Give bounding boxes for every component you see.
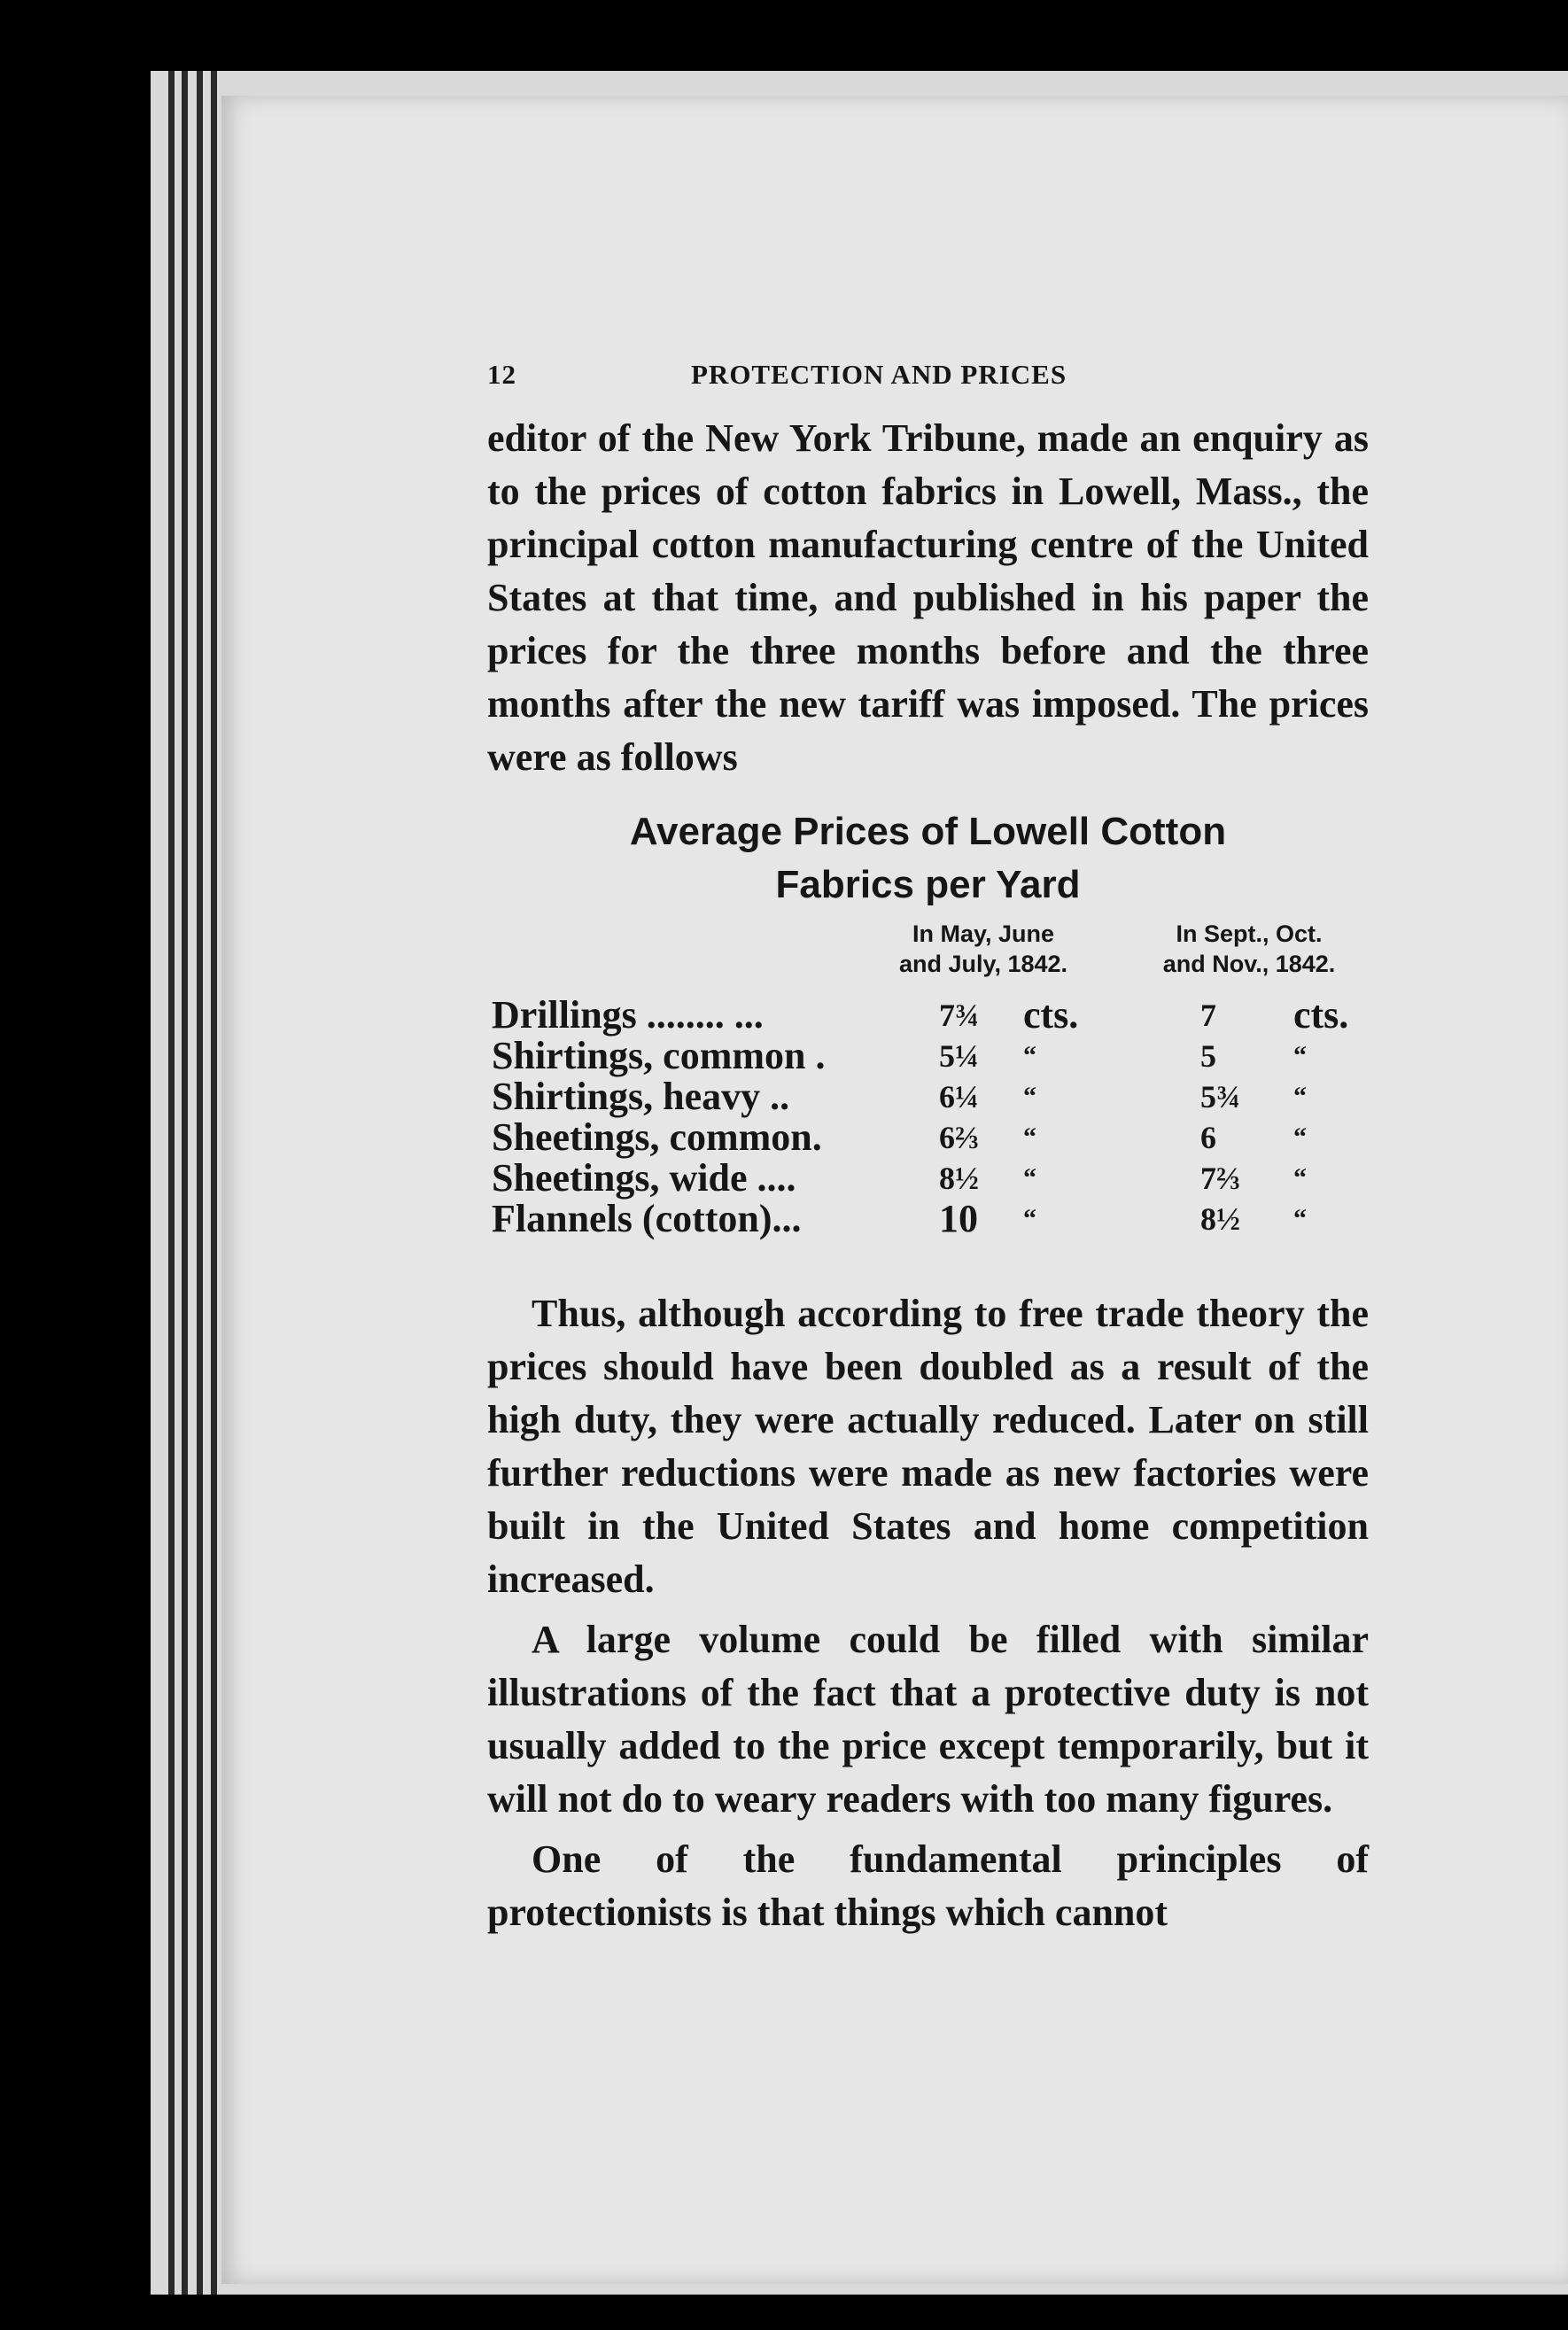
fabric-label: Sheetings, common. — [492, 1115, 822, 1159]
fabric-label: Flannels (cotton)... — [492, 1197, 802, 1240]
ditto-mark: “ — [1293, 1041, 1307, 1070]
table-row — [492, 1076, 1378, 1117]
ditto-mark: “ — [1023, 1204, 1036, 1233]
fabric-label: Drillings ........ ... — [492, 993, 764, 1037]
price-after: 5 — [1200, 1038, 1216, 1074]
ditto-mark: “ — [1293, 1082, 1307, 1111]
column-header-after — [1121, 919, 1378, 979]
price-after: 6 — [1200, 1120, 1216, 1155]
column-header-line: and July, 1842. — [898, 951, 1068, 977]
paragraph-fundamental: One of the fundamental principles of protectionists is that things which cannot — [487, 1837, 1369, 1934]
page-edge-line — [197, 71, 203, 2295]
price-after: 5¾ — [1200, 1079, 1240, 1115]
column-header-line: In Sept., Oct. — [1176, 920, 1323, 947]
price-after: 8½ — [1200, 1201, 1240, 1237]
price-after: 7⅔ — [1200, 1161, 1240, 1196]
table-row — [492, 1158, 1378, 1199]
running-header — [487, 350, 1369, 412]
page-number: 12 — [487, 359, 516, 390]
paragraph-volume: A large volume could be filled with similar illustrations of the fact that a protective duty is not usually added to the price except temporarily, but it will not do to weary readers with too many figures. — [487, 1618, 1369, 1821]
column-header-line: and Nov., 1842. — [1162, 951, 1336, 977]
ditto-mark: “ — [1293, 1122, 1307, 1152]
table-row — [492, 1036, 1378, 1076]
price-before: 6⅔ — [939, 1120, 979, 1155]
price-before: 10 — [939, 1197, 978, 1240]
price-before: 8½ — [939, 1161, 979, 1196]
ditto-mark: “ — [1293, 1204, 1307, 1233]
fabric-label: Shirtings, common . — [492, 1034, 826, 1077]
page-content — [487, 350, 1369, 1939]
ditto-mark: “ — [1023, 1041, 1036, 1070]
price-before: 6¼ — [939, 1079, 979, 1115]
table-row — [492, 995, 1378, 1036]
column-header-line: In May, June — [912, 920, 1055, 947]
price-after: 7 — [1200, 998, 1216, 1033]
fabric-label: Sheetings, wide .... — [492, 1156, 796, 1200]
table-title-line: Fabrics per Yard — [775, 863, 1081, 906]
ditto-mark: “ — [1023, 1082, 1036, 1111]
unit-after: cts. — [1293, 993, 1349, 1037]
table-title — [487, 805, 1369, 912]
running-title: PROTECTION AND PRICES — [691, 359, 1067, 390]
price-before: 5¼ — [939, 1038, 979, 1074]
ditto-mark: “ — [1293, 1163, 1307, 1192]
table-row — [492, 1199, 1378, 1239]
page-edge-line — [168, 71, 175, 2295]
ditto-mark: “ — [1023, 1122, 1036, 1152]
price-before: 7¾ — [939, 998, 979, 1033]
page-edge-line — [211, 71, 217, 2295]
table-title-line: Average Prices of Lowell Cotton — [629, 810, 1227, 853]
unit-before: cts. — [1023, 993, 1079, 1037]
fabric-label: Shirtings, heavy .. — [492, 1075, 790, 1118]
table-row — [492, 1117, 1378, 1158]
paragraph-after-table: Thus, although according to free trade theory the prices should have been doubled as a result of the high duty, they were actually reduced. Later on still further reductions were made as new factories were built in the United States and home competition increased. — [487, 1292, 1369, 1601]
price-table — [487, 919, 1369, 1282]
ditto-mark: “ — [1023, 1163, 1036, 1192]
page-edge-line — [182, 71, 188, 2295]
column-header-before — [864, 919, 1103, 979]
paragraph-intro: editor of the New York Tribune, made an enquiry as to the prices of cotton fabrics in Lowell, Mass., the principal cotton manufacturing centre of the United States at that time, and published in his paper the prices for the three months before and the three months after the new tariff was imposed. The prices were as follows — [487, 416, 1369, 779]
